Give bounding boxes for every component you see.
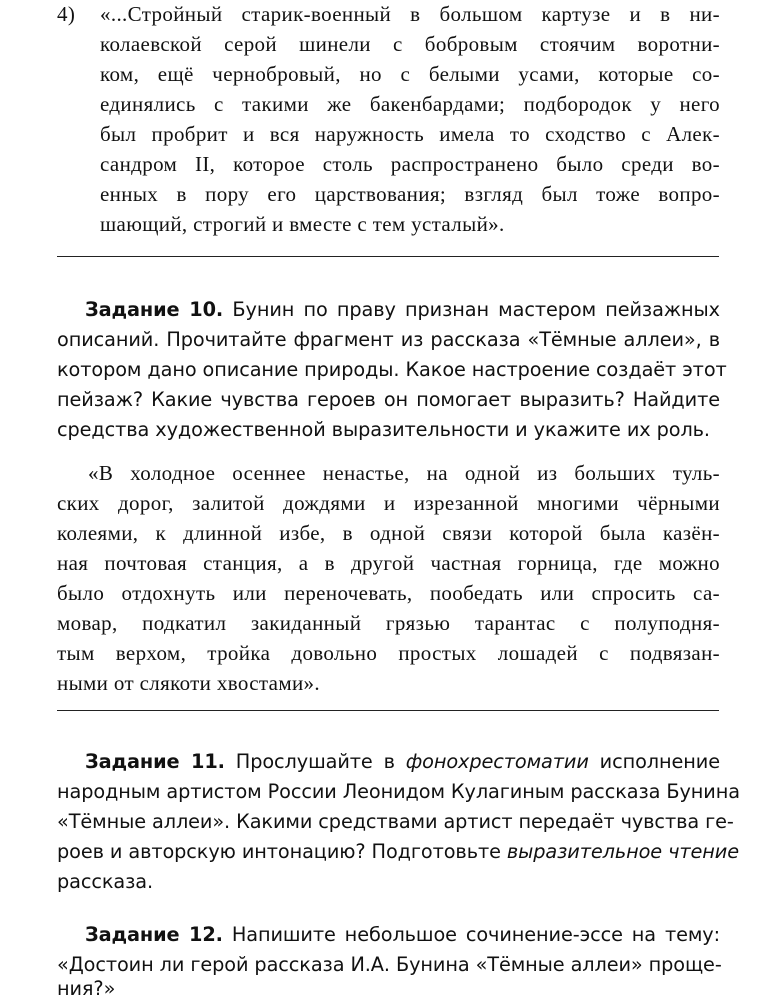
task-text: исполнение (599, 750, 720, 773)
task-line: рассказа. (57, 870, 154, 893)
quote-line: сандром II, которое столь распространено было среди во- (100, 152, 720, 176)
task-text: Бунин по праву признан мастером пейзажных (232, 298, 720, 321)
quote-line: ная почтовая станция, а в другой частная горница, где можно (57, 551, 720, 575)
task-line (85, 298, 720, 321)
quote-line: колеями, к длинной избе, в одной связи которой была казён- (57, 521, 720, 545)
quote-line: было отдохнуть или переночевать, пообедать или спросить са- (57, 581, 720, 605)
quote-line: мовар, подкатил закиданный грязью тарантас с полуподня- (57, 611, 720, 635)
quote-line: ными от слякоти хвостами». (57, 671, 321, 695)
task-line (85, 750, 720, 773)
task-label: Задание 11. (85, 750, 225, 773)
quote-line: ком, ещё чернобровый, но с белыми усами, которые со- (100, 62, 720, 86)
task-line: средства художественной выразительности и укажите их роль. (57, 418, 710, 441)
quote-line: ских дорог, залитой дождями и изрезанной многими чёрными (57, 491, 720, 515)
task-text-italic: выразительное чтение (506, 840, 739, 863)
task-label: Задание 10. (85, 298, 224, 321)
task-line: народным артистом России Леонидом Кулагиным рассказа Бунина (57, 780, 740, 803)
task-line (57, 840, 739, 863)
task-text-italic: фонохрестоматии (405, 750, 589, 773)
quote-line: был пробрит и вся наружность имела то сходство с Алек- (100, 122, 720, 146)
task-line: «Тёмные аллеи». Какими средствами артист передаёт чувства ге- (57, 810, 734, 833)
divider (57, 710, 719, 711)
quote-line: тым верхом, тройка довольно простых лошадей с подвязан- (57, 641, 720, 665)
divider (57, 256, 719, 257)
task-line (85, 923, 720, 946)
task-label: Задание 12. (85, 923, 223, 946)
task-text: роев и авторскую интонацию? Подготовьте (57, 840, 501, 863)
quote-line: единялись с такими же бакенбардами; подбородок у него (100, 92, 720, 116)
quote-line: енных в пору его царствования; взгляд был тоже вопро- (100, 182, 720, 206)
item-number: 4) (57, 2, 76, 26)
task-text: Прослушайте в (235, 750, 395, 773)
quote-line: «В холодное осеннее ненастье, на одной из больших туль- (88, 461, 720, 485)
quote-line: колаевской серой шинели с бобровым стоячим воротни- (100, 32, 720, 56)
task-line: котором дано описание природы. Какое настроение создаёт этот (57, 358, 727, 381)
quote-line: шающий, строгий и вместе с тем усталый». (100, 212, 505, 236)
task-line: ния?» (57, 977, 116, 1000)
task-line: пейзаж? Какие чувства героев он помогает выразить? Найдите (57, 388, 720, 411)
task-line: описаний. Прочитайте фрагмент из рассказа «Тёмные аллеи», в (57, 328, 720, 351)
quote-line: «...Стройный старик-военный в большом картузе и в ни- (100, 2, 720, 26)
task-text: Напишите небольшое сочинение-эссе на тему: (231, 923, 720, 946)
task-line: «Достоин ли герой рассказа И.А. Бунина «Тёмные аллеи» проще- (57, 953, 722, 976)
